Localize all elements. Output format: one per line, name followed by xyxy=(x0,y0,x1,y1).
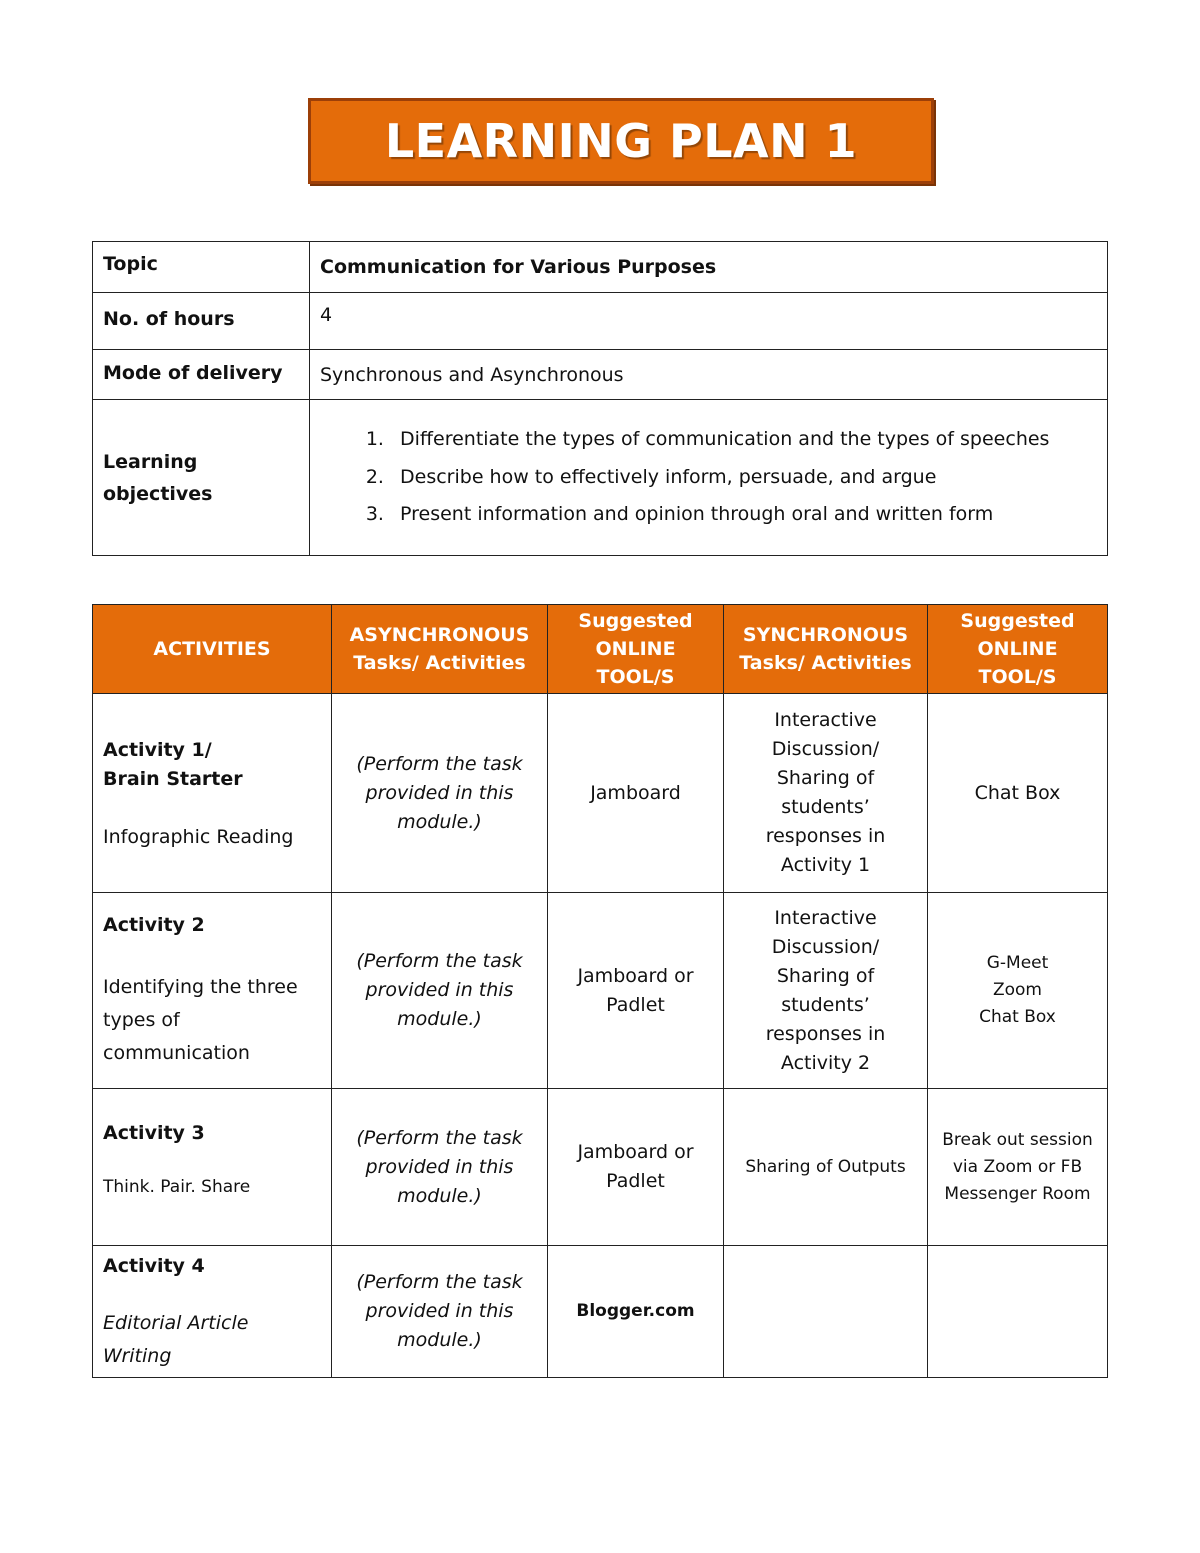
info-row-hours xyxy=(93,293,1108,350)
activities-header-row xyxy=(93,605,1108,694)
hours-label: No. of hours xyxy=(93,293,310,350)
activity-cell xyxy=(93,694,332,893)
async-task-cell: (Perform the task provided in this module.) xyxy=(332,893,548,1089)
info-table xyxy=(92,241,1108,556)
table-row xyxy=(93,1089,1108,1246)
sync-tool-cell: Chat Box xyxy=(928,694,1108,893)
topic-value: Communication for Various Purposes xyxy=(310,242,1108,293)
activity-name: Activity 2 xyxy=(103,914,205,936)
activity-name: Activity 3 xyxy=(103,1122,205,1144)
sync-tool-cell: Break out session via Zoom or FB Messenger Room xyxy=(928,1089,1108,1246)
hours-value: 4 xyxy=(310,293,1108,350)
objective-item: 3. Present information and opinion through oral and written form xyxy=(390,496,1097,534)
activity-name: Activity 1/ xyxy=(103,739,212,761)
sync-tool-cell: G-Meet Zoom Chat Box xyxy=(928,893,1108,1089)
objectives-label-line-1: Learning xyxy=(103,450,198,473)
async-task-cell: (Perform the task provided in this module.) xyxy=(332,1246,548,1378)
info-row-mode xyxy=(93,350,1108,400)
activity-name: Activity 4 xyxy=(103,1255,205,1277)
activity-description: Infographic Reading xyxy=(103,826,294,848)
objective-item: 2. Describe how to effectively inform, persuade, and argue xyxy=(390,459,1097,497)
header-activities: ACTIVITIES xyxy=(93,605,332,694)
activity-cell xyxy=(93,1089,332,1246)
mode-label: Mode of delivery xyxy=(93,350,310,400)
async-tool-cell: Jamboard or Padlet xyxy=(548,893,724,1089)
sync-task-cell xyxy=(724,1246,928,1378)
header-sync-tools: Suggested ONLINE TOOL/S xyxy=(928,605,1108,694)
activity-subname: Brain Starter xyxy=(103,768,243,790)
activities-table xyxy=(92,604,1108,1378)
sync-task-cell: Interactive Discussion/ Sharing of students’ responses in Activity 2 xyxy=(724,893,928,1089)
async-tool-cell: Blogger.com xyxy=(548,1246,724,1378)
sync-task-cell: Interactive Discussion/ Sharing of students’ responses in Activity 1 xyxy=(724,694,928,893)
activity-description: Identifying the three types of communication xyxy=(103,976,298,1064)
async-task-cell: (Perform the task provided in this module.) xyxy=(332,694,548,893)
objectives-list-cell xyxy=(310,400,1108,556)
activity-cell xyxy=(93,1246,332,1378)
sync-task-cell: Sharing of Outputs xyxy=(724,1089,928,1246)
mode-value: Synchronous and Asynchronous xyxy=(310,350,1108,400)
table-row xyxy=(93,893,1108,1089)
objectives-list xyxy=(320,421,1097,534)
table-row xyxy=(93,694,1108,893)
activity-description: Think. Pair. Share xyxy=(103,1177,251,1197)
header-asynchronous: ASYNCHRONOUS Tasks/ Activities xyxy=(332,605,548,694)
header-async-tools: Suggested ONLINE TOOL/S xyxy=(548,605,724,694)
info-row-objectives xyxy=(93,400,1108,556)
activity-cell xyxy=(93,893,332,1089)
objectives-label xyxy=(93,400,310,556)
async-task-cell: (Perform the task provided in this module.) xyxy=(332,1089,548,1246)
objective-item: 1. Differentiate the types of communication and the types of speeches xyxy=(390,421,1097,459)
objectives-label-line-2: objectives xyxy=(103,482,213,505)
async-tool-cell: Jamboard xyxy=(548,694,724,893)
activity-description: Editorial Article Writing xyxy=(103,1312,249,1367)
page-title: LEARNING PLAN 1 xyxy=(384,114,858,168)
title-banner xyxy=(308,98,934,184)
header-synchronous: SYNCHRONOUS Tasks/ Activities xyxy=(724,605,928,694)
async-tool-cell: Jamboard or Padlet xyxy=(548,1089,724,1246)
sync-tool-cell xyxy=(928,1246,1108,1378)
table-row xyxy=(93,1246,1108,1378)
topic-label: Topic xyxy=(93,242,310,293)
info-row-topic xyxy=(93,242,1108,293)
